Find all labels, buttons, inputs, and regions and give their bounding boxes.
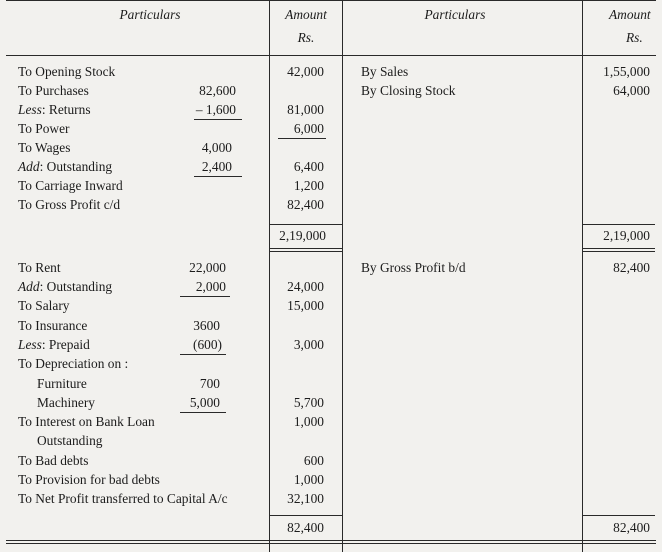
rule-pnl-total-top-right	[583, 515, 655, 516]
net-profit-label: To Net Profit transferred to Capital A/c	[18, 491, 228, 506]
rule-trading-total-top-right	[583, 224, 655, 225]
wages-inner: 4,000	[201, 140, 232, 155]
returns-inner: – 1,600	[195, 102, 236, 117]
bad-debts-label: To Bad debts	[18, 453, 89, 468]
rule-trading-total-bottom-left-2	[270, 251, 342, 252]
col-divider-amount-left	[269, 0, 270, 552]
col-divider-amount-right	[582, 0, 583, 552]
machinery-label: Machinery	[37, 395, 96, 410]
rule-depreciation	[180, 412, 226, 413]
pnl-total-left: 82,400	[287, 520, 324, 535]
rule-bottom-2	[6, 543, 656, 544]
returns-label: : Returns	[41, 102, 91, 117]
rent-total-amount: 24,000	[287, 279, 324, 294]
trading-total-right: 2,19,000	[603, 228, 650, 243]
net-profit-amount: 32,100	[287, 491, 324, 506]
carriage-inward-amount: 1,200	[293, 178, 324, 193]
insurance-net-amount: 3,000	[293, 337, 324, 352]
gross-profit-bd-label: By Gross Profit b/d	[361, 260, 466, 275]
rent-inner: 22,000	[189, 260, 226, 275]
gross-profit-bd-amount: 82,400	[613, 260, 650, 275]
interest-label-continued: Outstanding	[37, 433, 103, 448]
furniture-inner: 700	[199, 376, 220, 391]
rent-outstanding-inner: 2,000	[195, 279, 226, 294]
rule-top	[6, 0, 656, 1]
prepaid-inner: (600)	[192, 337, 222, 352]
rule-insurance	[180, 354, 226, 355]
salary-label: To Salary	[18, 298, 70, 313]
rule-power	[278, 138, 326, 139]
net-purchases-amount: 81,000	[287, 102, 324, 117]
col-divider-middle	[342, 0, 343, 552]
interest-amount: 1,000	[293, 414, 324, 429]
returns-row	[18, 102, 91, 118]
sales-label: By Sales	[361, 64, 409, 79]
machinery-inner: 5,000	[189, 395, 220, 410]
prepaid-prefix: Less	[18, 337, 42, 352]
power-amount: 6,000	[293, 121, 324, 136]
header-rs-right: Rs.	[626, 30, 643, 45]
gross-profit-cd-label: To Gross Profit c/d	[18, 197, 121, 212]
prepaid-label: : Prepaid	[41, 337, 90, 352]
rule-wages	[194, 176, 242, 177]
bad-debts-amount: 600	[303, 453, 324, 468]
power-label: To Power	[18, 121, 70, 136]
wages-outstanding-prefix: Add	[18, 159, 40, 174]
rule-trading-total-bottom-right-1	[583, 248, 655, 249]
header-particulars-left: Particulars	[119, 7, 181, 22]
sales-amount: 1,55,000	[603, 64, 650, 79]
returns-prefix: Less	[18, 102, 42, 117]
insurance-inner: 3600	[193, 318, 220, 333]
rule-trading-total-bottom-right-2	[583, 251, 655, 252]
pnl-total-right: 82,400	[613, 520, 650, 535]
opening-stock-label: To Opening Stock	[18, 64, 116, 79]
purchases-label: To Purchases	[18, 83, 89, 98]
rent-outstanding-label: : Outstanding	[39, 279, 113, 294]
rule-header	[6, 55, 656, 56]
rent-outstanding-row	[18, 279, 112, 295]
rent-label: To Rent	[18, 260, 61, 275]
rule-pnl-total-top-left	[270, 515, 342, 516]
rent-outstanding-prefix: Add	[18, 279, 40, 294]
closing-stock-amount: 64,000	[613, 83, 650, 98]
wages-label: To Wages	[18, 140, 71, 155]
furniture-label: Furniture	[37, 376, 87, 391]
trading-total-left: 2,19,000	[279, 228, 326, 243]
header-amount-left: Amount	[285, 7, 327, 22]
depreciation-total-amount: 5,700	[293, 395, 324, 410]
wages-total-amount: 6,400	[293, 159, 324, 174]
rule-bottom-1	[6, 540, 656, 541]
provision-amount: 1,000	[293, 472, 324, 487]
gross-profit-cd-amount: 82,400	[287, 197, 324, 212]
opening-stock-amount: 42,000	[287, 64, 324, 79]
header-rs-left: Rs.	[297, 30, 315, 45]
header-amount-right: Amount	[609, 7, 651, 22]
rule-trading-total-bottom-left-1	[270, 248, 342, 249]
provision-label: To Provision for bad debts	[18, 472, 160, 487]
carriage-inward-label: To Carriage Inward	[18, 178, 123, 193]
interest-label: To Interest on Bank Loan	[18, 414, 155, 429]
rule-trading-total-top-left	[270, 224, 342, 225]
depreciation-label: To Depreciation on :	[18, 356, 129, 371]
closing-stock-label: By Closing Stock	[361, 83, 456, 98]
prepaid-row	[18, 337, 90, 353]
rule-rent	[180, 296, 230, 297]
wages-outstanding-inner: 2,400	[201, 159, 232, 174]
wages-outstanding-label: : Outstanding	[39, 159, 113, 174]
purchases-inner: 82,600	[199, 83, 236, 98]
wages-outstanding-row	[18, 159, 112, 175]
rule-returns	[194, 119, 242, 120]
salary-amount: 15,000	[287, 298, 324, 313]
header-particulars-right: Particulars	[424, 7, 486, 22]
insurance-label: To Insurance	[18, 318, 88, 333]
